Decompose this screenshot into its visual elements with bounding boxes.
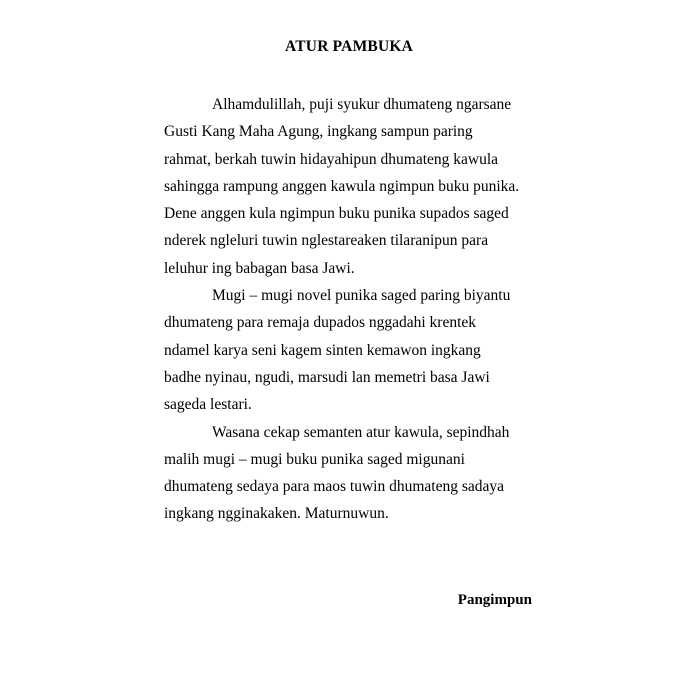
text-line: Alhamdulillah, puji syukur dhumateng ngarsane [212,96,512,113]
paragraph-2 [164,282,540,418]
text-line: sageda lestari. [164,396,252,414]
text-line: Dene anggen kula ngimpun buku punika supados saged [164,205,509,223]
text-line: ndamel karya seni kagem sinten kemawon ingkang [164,341,481,359]
text-line: ingkang ngginakaken. Maturnuwun. [164,505,389,523]
signature: Pangimpun [457,592,532,608]
text-line: dhumateng sedaya para maos tuwin dhumateng sadaya [164,478,505,496]
text-line: badhe nyinau, ngudi, marsudi lan memetri basa Jawi [164,368,490,386]
text-line: Mugi – mugi novel punika saged paring biyantu [212,287,511,305]
text-line: Gusti Kang Maha Agung, ingkang sampun paring [164,123,473,141]
text-line: malih mugi – mugi buku punika saged migunani [164,450,465,468]
text-line: nderek ngleluri tuwin nglestareaken tilaranipun para [164,232,489,250]
page-title: ATUR PAMBUKA [285,38,413,55]
body-text [164,91,540,528]
text-line: sahingga rampung anggen kawula ngimpun buku punika. [164,177,520,195]
text-line: dhumateng para remaja dupados nggadahi krentek [164,314,477,332]
text-line: Wasana cekap semanten atur kawula, sepindhah [212,423,510,441]
paragraph-3 [164,419,540,528]
paragraph-1 [164,91,540,282]
text-line: rahmat, berkah tuwin hidayahipun dhumateng kawula [164,150,499,168]
text-line: leluhur ing babagan basa Jawi. [164,259,355,277]
